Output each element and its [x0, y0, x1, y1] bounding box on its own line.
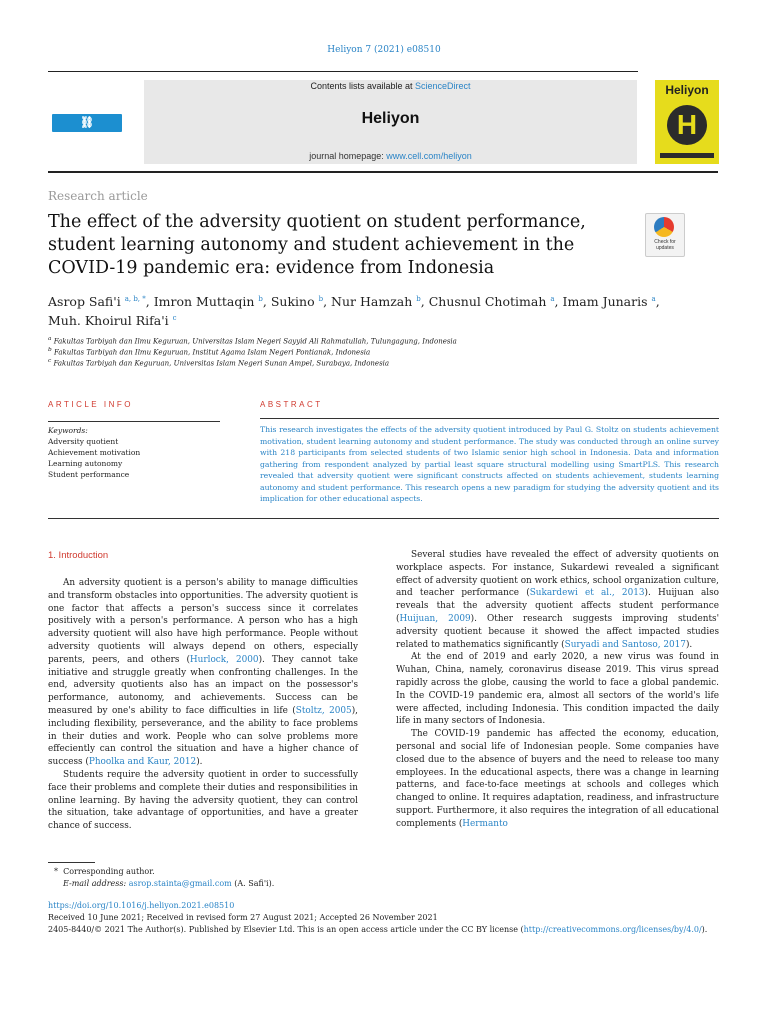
affiliation-mark: a [48, 336, 52, 342]
email-line [48, 878, 274, 890]
affiliation-text: Fakultas Tarbiyah dan Ilmu Keguruan, Institut Agama Islam Negeri Pontianak, Indonesia [53, 348, 371, 357]
citation-link[interactable]: Hurlock, 2000 [189, 654, 259, 665]
footnote [48, 866, 274, 890]
citation-link[interactable]: Huijuan, 2009 [399, 613, 471, 624]
paragraph-text: ). Other research suggests improving students' adversity quotient because it showed the affect impacted studies related to mathematics significantly ( [396, 613, 720, 650]
check-for-updates-icon [654, 217, 674, 237]
citation-link[interactable]: Phoolka and Kaur, 2012 [88, 757, 197, 768]
author-name[interactable]: Muh. Khoirul Rifa'i [48, 313, 169, 329]
header-rule [48, 71, 638, 72]
keyword: Learning autonomy [48, 459, 123, 468]
author-list [48, 291, 668, 329]
corresponding-author-note [48, 866, 274, 878]
affiliation-text: Fakultas Tarbiyah dan Ilmu Keguruan, Universitas Islam Negeri Sayyid Ali Rahmatullah, Tulungagung, Indonesia [53, 337, 457, 346]
author-name[interactable]: Asrop Safi'i [48, 294, 121, 310]
sciencedirect-link[interactable]: ScienceDirect [415, 81, 471, 91]
body-paragraph [396, 651, 719, 728]
cover-logo-icon: H [667, 105, 707, 145]
received-dates: Received 10 June 2021; Received in revised form 27 August 2021; Accepted 26 November 2021 [48, 913, 438, 922]
email-link[interactable]: asrop.stainta@gmail.com [128, 879, 232, 888]
cellpress-logo-text: CellPress [58, 134, 116, 147]
abstract-heading: ABSTRACT [260, 400, 323, 409]
author-affiliation-mark[interactable]: b [258, 295, 263, 303]
license-line [48, 924, 728, 936]
corresponding-author-text: Corresponding author. [63, 867, 155, 876]
affiliation-mark: b [48, 347, 52, 353]
cellpress-logo[interactable] [52, 114, 122, 147]
paragraph-text: ), including flexibility, perseverance, and the ability to face problems in their duties and work. People who can solve problems more effeciently can control the situation and have a higher chance of success ( [48, 705, 358, 768]
article-type: Research article [48, 189, 148, 203]
author-affiliation-mark[interactable]: c [172, 314, 177, 323]
journal-title: Heliyon [361, 110, 420, 127]
affiliation-text: Fakultas Tarbiyah dan Keguruan, Universitas Islam Negeri Sunan Ampel, Surabaya, Indonesia [53, 359, 390, 368]
author-affiliation-mark[interactable]: a [651, 295, 656, 303]
paragraph-text: An adversity quotient is a person's ability to manage difficulties and transform obstacles into opportunities. The adversity quotient is one factor that affects a person's success since it correlates positively with a person's performance. A person who has a high adversity quotient will also have high performance. People without adversity quotients will always depend on others, especially parents, peers, and others ( [48, 578, 359, 665]
introduction-heading: 1. Introduction [48, 550, 109, 561]
homepage-line [144, 151, 637, 161]
paragraph-text: ). [196, 757, 203, 768]
citation-link[interactable]: Sukardewi et al., 2013 [529, 588, 645, 599]
article-info-heading: ARTICLE INFO [48, 400, 133, 409]
body-paragraph [48, 769, 358, 833]
body-paragraph [396, 728, 719, 830]
banner-rule [48, 171, 718, 173]
paragraph-text: ). Huijuan also reveals that the adversity quotient affects student performance ( [396, 588, 719, 624]
abstract-rule-bottom [48, 518, 719, 519]
author-separator: , [262, 294, 271, 310]
email-label: E-mail address: [63, 879, 127, 888]
author-separator: , [145, 294, 154, 310]
paragraph-text: ). [685, 639, 693, 650]
citation-link[interactable]: Stoltz, 2005 [295, 705, 352, 716]
doi-link[interactable]: https://doi.org/10.1016/j.heliyon.2021.e08510 [48, 901, 235, 910]
affiliation-b [48, 347, 370, 356]
author-affiliation-mark[interactable]: a [550, 295, 555, 303]
paragraph-text: Several studies have revealed the effect of adversity quotients on workplace aspects. For instance, Sukardewi revealed a significant effect of adversity quotient on work ethics, school organization culture, and teacher performance ( [396, 550, 719, 599]
author-separator: , [323, 294, 332, 310]
abstract-text: This research investigates the effects of the adversity quotient introduced by Paul G. Stoltz on students achievement motivation, student learning autonomy and student performance. The study was conducted through an online survey with 218 participants from selected students of two Islamic senior high school in Indonesia. Data and information gathering from respondent analyzed by partial least square structural modelling using SmartPLS. This research revealed that adversity quotient were significant constructs affected on students achievement, students learning autonomy and student performance. This research opens a new paradigm for studying the adversity quotient and its implication for other educational aspects. [260, 425, 719, 503]
license-link[interactable]: http://creativecommons.org/licenses/by/4.0/ [523, 925, 702, 934]
article-info-rule [48, 421, 220, 422]
citation-link[interactable]: Hermanto [462, 818, 508, 829]
footnote-rule [48, 862, 95, 863]
author-affiliation-mark[interactable]: a, b, * [124, 295, 146, 303]
author-separator: , [554, 294, 563, 310]
author-name[interactable]: Imron Muttaqin [153, 294, 255, 310]
author-separator: , [655, 294, 660, 310]
author-affiliation-mark[interactable]: b [318, 295, 324, 303]
right-column [396, 549, 719, 831]
contents-line [144, 81, 637, 91]
cover-title: Heliyon [665, 83, 709, 97]
keywords-block [48, 425, 140, 480]
link-icon: ⛓ [80, 116, 94, 129]
keywords-label: Keywords: [48, 426, 88, 435]
publication-info [48, 900, 728, 936]
footnote-star: * [54, 867, 58, 876]
author-separator: , [420, 294, 429, 310]
paragraph-text: ). They cannot take initiative and struggle greatly when confronting challenges. In the end, adversity quotients also has an impact on the possessor's performance, autonomy, and achievements. Success can be measured by one's ability to face difficulties in life ( [48, 654, 358, 716]
left-column [48, 577, 358, 833]
author-name[interactable]: Imam Junaris [562, 294, 648, 310]
body-paragraph [48, 577, 358, 769]
keyword: Student performance [48, 470, 130, 479]
email-suffix: (A. Safi'i). [234, 879, 275, 888]
keyword: Adversity quotient [48, 437, 119, 446]
homepage-prefix: journal homepage: [309, 151, 387, 161]
author-name[interactable]: Sukino [270, 294, 315, 310]
abstract-rule-top [260, 418, 719, 419]
journal-reference-link[interactable]: Heliyon 7 (2021) e08510 [327, 45, 441, 55]
paragraph-text: Students require the adversity quotient in order to successfully face their problems and complete their duties and responsibilities in online learning. By having the adversity quotient, they can control the situation, take advantage of opportunities, and have a greater chance of success. [48, 769, 358, 832]
homepage-link[interactable]: www.cell.com/heliyon [386, 151, 472, 161]
contents-prefix: Contents lists available at [310, 81, 416, 91]
license-prefix: 2405-8440/© 2021 The Author(s). Published by Elsevier Ltd. This is an open access article under the CC BY license ( [48, 925, 524, 934]
author-affiliation-mark[interactable]: b [416, 295, 421, 303]
article-title: The effect of the adversity quotient on student performance, student learning autonomy and student achievement in the COVID-19 pandemic era: evidence from Indonesia [48, 212, 586, 278]
author-name[interactable]: Chusnul Chotimah [428, 294, 547, 310]
license-suffix: ). [701, 925, 708, 934]
citation-link[interactable]: Suryadi and Santoso, 2017 [564, 639, 686, 650]
affiliation-a [48, 336, 457, 345]
cover-footer-bar [660, 153, 714, 158]
paragraph-text: At the end of 2019 and early 2020, a new virus was found in Wuhan, China, namely, coronavirus disease 2019. This virus spread rapidly across the globe, causing the world to face a global pandemic. In the COVID-19 pandemic era, almost all sectors of the world's life were affected, including Indonesia. This condition impacted the daily life in many sectors of Indonesia. [396, 652, 719, 727]
affiliation-mark: c [48, 358, 52, 364]
author-name[interactable]: Nur Hamzah [331, 294, 413, 310]
keyword: Achievement motivation [48, 448, 141, 457]
paragraph-text: The COVID-19 pandemic has affected the economy, education, personal and social life of Indonesian people. Some companies have closed due to the absence of buyers and the need to release too many employees. In the educational aspects, there was a change in learning patterns, and face-to-face meetings at schools and colleges which changed to online. It requires adaptation, readiness, and infrastructure support. Furthermore, it also requires the integration of all educational complements ( [396, 729, 719, 829]
check-for-updates-label: Check for updates [654, 239, 676, 251]
affiliation-c [48, 358, 389, 367]
body-paragraph [396, 549, 719, 651]
